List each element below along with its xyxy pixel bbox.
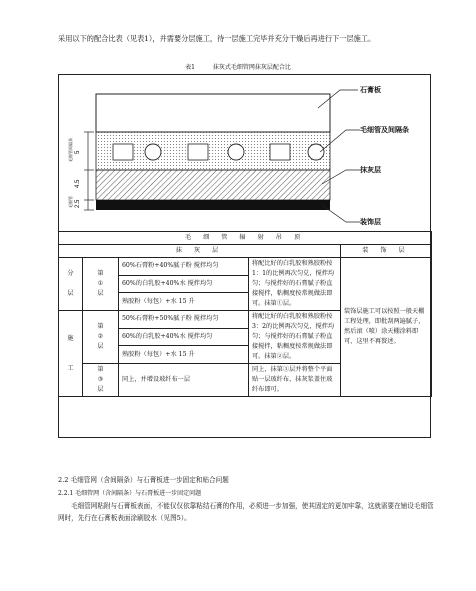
finish-layer-note: 装饰层施工可以按照一般天棚工程处理，即批刮两遍腻子，然后滚（喷）涂天棚涂料即可，这里不再赘述。 (341, 258, 432, 397)
section-body: 毛细管网粘附与石膏板表面，不能仅仅依靠粘结石膏的作用，必须进一步加强，使其固定的更加牢靠，这就需要在铺设毛细管网时，先行在石膏板表面涂刷胶水（见图5）。 (58, 502, 434, 522)
layer-2-method: 将配比好的白乳胶和熟胶粉按3：2的比例再次匀兑，搅拌均匀；与搅拌好的石膏腻子粉直接搅拌，粘稠度按常规做法即可。抹第②层。 (249, 311, 341, 364)
layer-2-name: 第 ② 层 (83, 311, 119, 364)
layer-3-method: 同上，抹第③层并将整个平面贴一层玻纤布，抹灰浆盖住玻纤布即可。 (249, 364, 341, 397)
layer-2-material-3: 熟胶粉（每包）+水 15 升 (119, 346, 249, 364)
table-title: 抹灰式毛细管网抹灰层配合比 (212, 64, 291, 71)
layer-1-material-1: 60%石膏粉+40%腻子粉 搅拌均匀 (119, 258, 249, 276)
gypsum-board-layer (96, 94, 330, 132)
label-gypsum-board: 石膏板 (360, 85, 381, 94)
layer-2-material-2: 60%的白乳胶+40%水 搅拌均匀 (119, 328, 249, 346)
table-header-title: 毛 细 管 辐 射 吊 顶 (59, 232, 432, 245)
mix-ratio-table (58, 231, 432, 397)
finish-layer (96, 200, 330, 210)
ceiling-section-diagram (58, 74, 431, 232)
table-header-finish: 装 饰 层 (341, 245, 432, 258)
dim-2-5: 2.5 (75, 199, 81, 208)
dim-note-tube: 毛细管 (68, 196, 73, 208)
table-number: 表1 (185, 64, 195, 71)
section-heading: 2.2 毛细管网（含间隔条）与石膏板进一步固定和贴合问题 (58, 476, 229, 484)
dim-4-5: 4.5 (75, 179, 81, 188)
layer-1-name: 第 ① 层 (83, 258, 119, 311)
label-finish-layer: 装饰层 (360, 217, 381, 226)
dim-5: 5 (75, 150, 81, 154)
dim-note-spacer: 毛细管间隔条 (68, 138, 73, 162)
layer-1-material-3: 熟胶粉（每包）+水 15 升 (119, 293, 249, 311)
table-header-plaster: 抹 灰 层 (59, 245, 341, 258)
label-plaster-layer: 抹灰层 (360, 165, 381, 174)
row-group-label-1: 分 层 (59, 258, 83, 311)
layer-1-material-2: 60%的白乳胶+40%水 搅拌均匀 (119, 275, 249, 293)
dimension-lines (84, 132, 94, 210)
layer-1-method: 将配比好的白乳胶和熟胶粉按1：1的比例再次匀兑，搅拌均匀；与搅拌好的石膏腻子粉直接搅拌，粘稠度按常规做法即可。抹第①层。 (249, 258, 341, 311)
plaster-layer (96, 170, 330, 200)
layer-3-name: 第 ③ 层 (83, 364, 119, 397)
section-subheading: 2.2.1 毛细管网（含间隔条）与石膏板进一步固定问题 (58, 490, 202, 497)
intro-paragraph: 采用以下的配合比表（见表1），并需要分层施工，待一层施工完毕并充分干燥后再进行下一层施工。 (58, 34, 376, 43)
layer-2-material-1: 50%石膏粉+50%腻子粉 搅拌均匀 (119, 311, 249, 329)
table-caption (0, 62, 476, 71)
label-capillary: 毛细管及间隔条 (360, 125, 409, 134)
row-group-label-2: 施 工 (59, 311, 83, 397)
layer-3-material: 同上，并增设玻纤布一层 (119, 364, 249, 397)
